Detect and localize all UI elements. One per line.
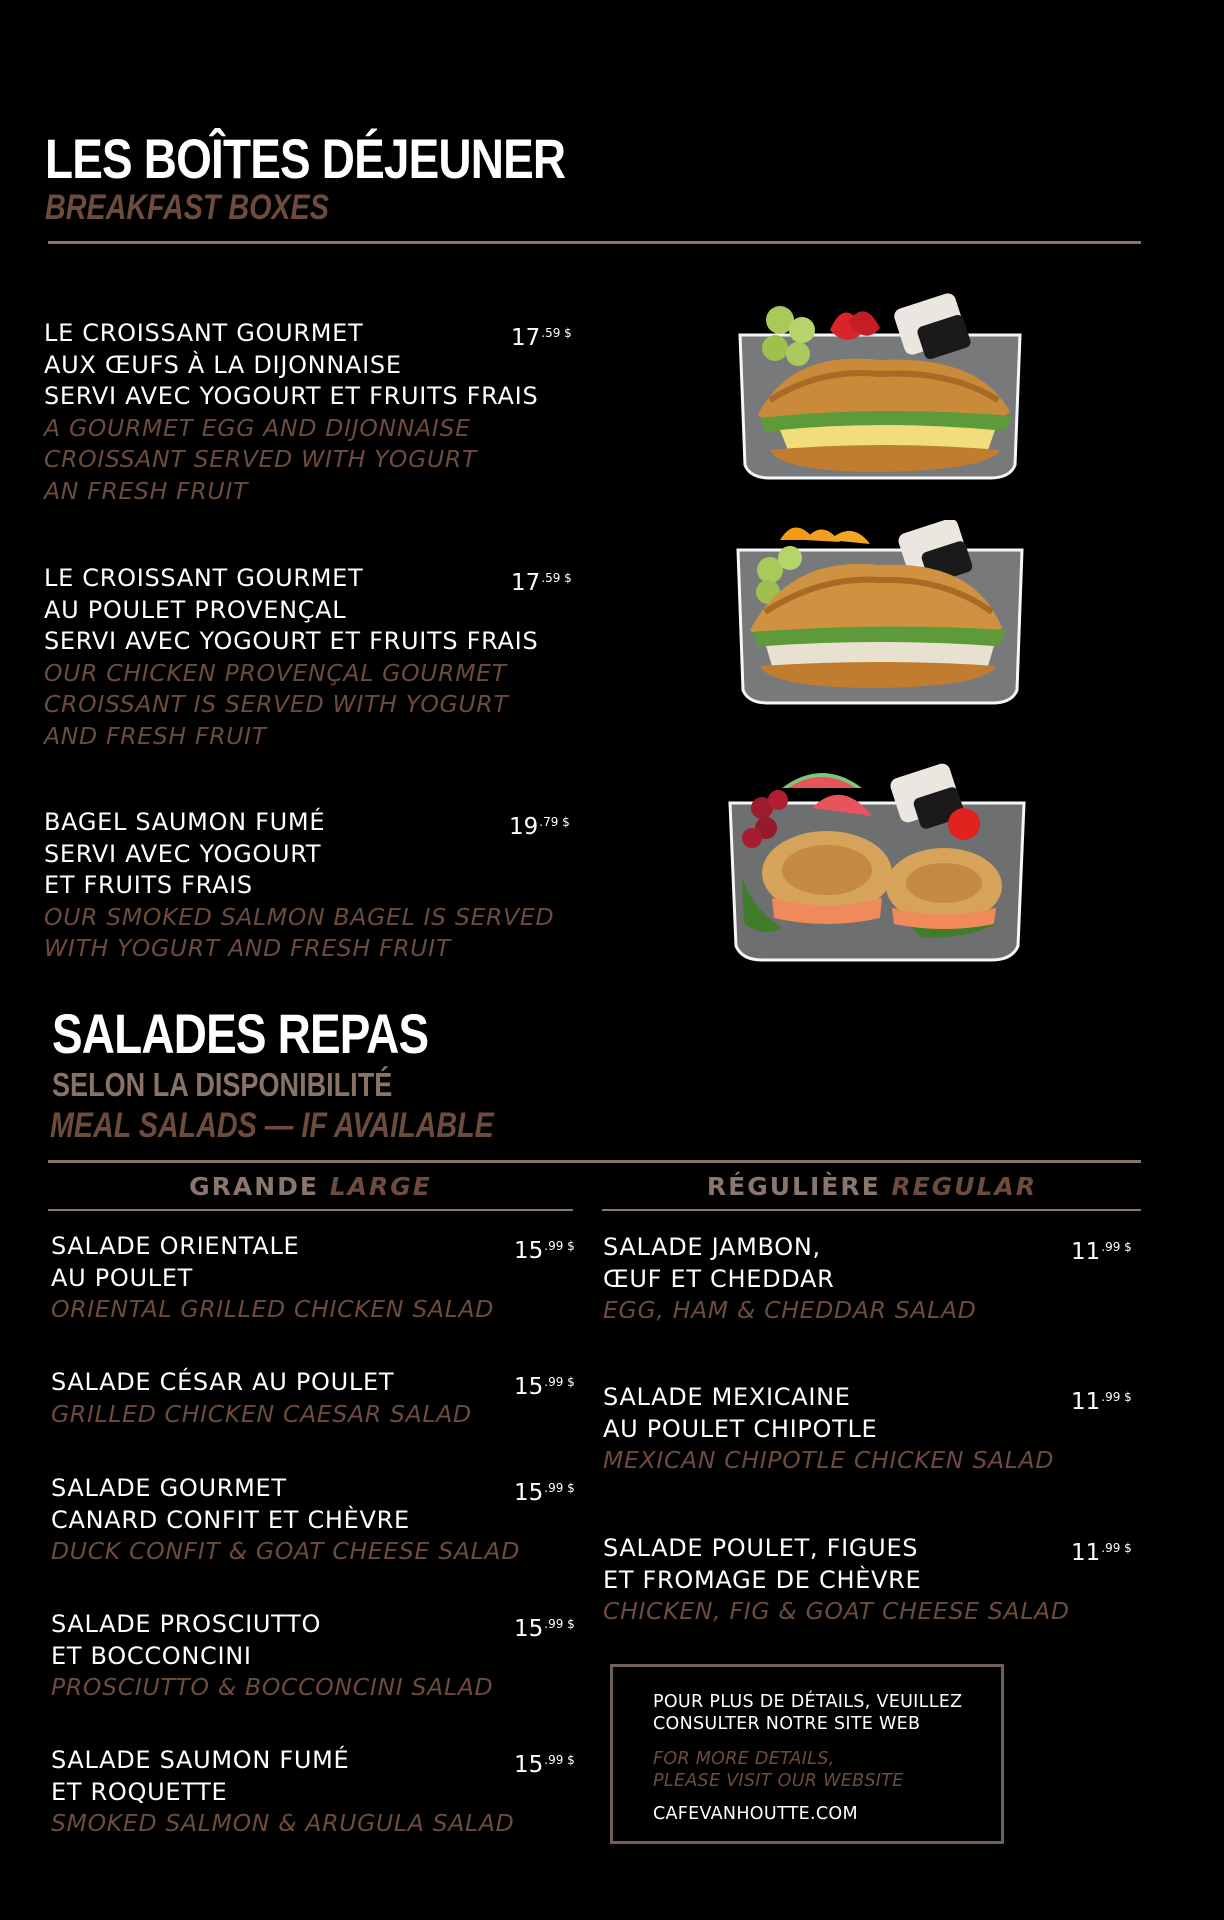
item-price: $15^{.99 \$}$ <box>514 1374 575 1400</box>
breakfast-item-3 <box>44 807 599 965</box>
column-divider-large <box>48 1209 573 1211</box>
item-price: $11^{.99 \$}$ <box>1071 1540 1132 1566</box>
item-name-fr-line: SALADE GOURMET <box>51 1474 287 1502</box>
salad-regular-1 <box>603 1232 1133 1327</box>
breakfast-subtitle: BREAKFAST BOXES <box>45 188 329 227</box>
item-desc-en-line: WITH YOGURT AND FRESH FRUIT <box>44 934 451 962</box>
item-desc-en-line: SMOKED SALMON & ARUGULA SALAD <box>51 1809 515 1837</box>
item-desc-en-line: DUCK CONFIT & GOAT CHEESE SALAD <box>51 1537 521 1565</box>
item-desc-en-line: GRILLED CHICKEN CAESAR SALAD <box>51 1399 472 1428</box>
item-name-fr-line: ET FROMAGE DE CHÈVRE <box>603 1565 922 1594</box>
item-name-fr-line: AU POULET CHIPOTLE <box>603 1414 878 1443</box>
info-box <box>610 1664 1004 1844</box>
item-desc-en-line: A GOURMET EGG AND DIJONNAISE <box>44 413 471 442</box>
item-price: $17^{.59 \$}$ <box>511 325 572 351</box>
item-desc-en-line: ORIENTAL GRILLED CHICKEN SALAD <box>51 1295 495 1323</box>
item-name-fr-line: ŒUF ET CHEDDAR <box>603 1264 835 1293</box>
breakfast-item-1 <box>44 318 599 507</box>
column-head-regular: RÉGULIÈRE REGULAR <box>706 1172 1038 1201</box>
item-name-fr-line: SERVI AVEC YOGOURT ET FRUITS FRAIS <box>44 382 539 410</box>
info-fr-line: POUR PLUS DE DÉTAILS, VEUILLEZ <box>653 1692 963 1712</box>
salad-large-3 <box>51 1473 606 1568</box>
item-desc-en-line: PROSCIUTTO & BOCCONCINI SALAD <box>51 1673 494 1701</box>
item-price: $19^{.79 \$}$ <box>509 814 570 840</box>
item-name-fr-line: SALADE PROSCIUTTO <box>51 1610 322 1638</box>
item-desc-en-line: CROISSANT SERVED WITH YOGURT <box>44 445 478 473</box>
salad-regular-2 <box>603 1382 1133 1477</box>
item-desc-en-line: AN FRESH FRUIT <box>44 476 249 505</box>
item-name-fr-line: AU POULET <box>51 1263 194 1292</box>
item-desc-en-line: AND FRESH FRUIT <box>44 721 267 750</box>
item-desc-en-line: OUR SMOKED SALMON BAGEL IS SERVED <box>44 902 555 931</box>
item-name-fr-line: AU POULET PROVENÇAL <box>44 595 347 624</box>
item-desc-en-line: CHICKEN, FIG & GOAT CHEESE SALAD <box>603 1597 1070 1625</box>
item-desc-en-line: EGG, HAM & CHEDDAR SALAD <box>603 1296 977 1324</box>
salads-title: SALADES REPAS <box>52 1002 429 1065</box>
info-en-line: FOR MORE DETAILS, <box>653 1749 835 1769</box>
item-price: $15^{.99 \$}$ <box>514 1616 575 1642</box>
item-price: $15^{.99 \$}$ <box>514 1238 575 1264</box>
info-en-line: PLEASE VISIT OUR WEBSITE <box>653 1771 904 1791</box>
breakfast-title: LES BOÎTES DÉJEUNER <box>45 127 566 190</box>
item-name-fr-line: ET ROQUETTE <box>51 1777 228 1806</box>
item-name-fr-line: LE CROISSANT GOURMET <box>44 564 364 592</box>
item-name-fr-line: SERVI AVEC YOGOURT <box>44 839 322 868</box>
column-divider-regular <box>602 1209 1141 1211</box>
salad-large-1 <box>51 1231 606 1326</box>
item-name-fr-line: ET FRUITS FRAIS <box>44 871 253 899</box>
item-desc-en-line: OUR CHICKEN PROVENÇAL GOURMET <box>44 658 507 687</box>
info-fr-line: CONSULTER NOTRE SITE WEB <box>653 1714 921 1734</box>
item-name-fr-line: SALADE MEXICAINE <box>603 1383 851 1411</box>
salads-divider <box>48 1160 1141 1163</box>
bagel-salmon-box-image <box>722 758 1032 968</box>
item-price: $11^{.99 \$}$ <box>1071 1239 1132 1265</box>
item-price: $17^{.59 \$}$ <box>511 570 572 596</box>
salad-regular-3 <box>603 1533 1133 1628</box>
item-price: $15^{.99 \$}$ <box>514 1752 575 1778</box>
salad-large-5 <box>51 1745 606 1840</box>
salads-subtitle: MEAL SALADS — IF AVAILABLE <box>50 1106 494 1145</box>
item-name-fr-line: SALADE POULET, FIGUES <box>603 1534 919 1562</box>
croissant-chicken-box-image <box>730 520 1030 710</box>
breakfast-item-2 <box>44 563 599 752</box>
item-name-fr-line: CANARD CONFIT ET CHÈVRE <box>51 1505 410 1534</box>
item-name-fr-line: SALADE ORIENTALE <box>51 1232 300 1260</box>
item-price: $15^{.99 \$}$ <box>514 1480 575 1506</box>
salad-large-2 <box>51 1367 606 1430</box>
item-name-fr-line: LE CROISSANT GOURMET <box>44 319 364 347</box>
breakfast-divider <box>48 241 1141 244</box>
item-desc-en-line: MEXICAN CHIPOTLE CHICKEN SALAD <box>603 1446 1055 1474</box>
item-name-fr-line: AUX ŒUFS À LA DIJONNAISE <box>44 350 402 379</box>
item-price: $11^{.99 \$}$ <box>1071 1389 1132 1415</box>
item-name-fr-line: SALADE JAMBON, <box>603 1233 821 1261</box>
item-desc-en-line: CROISSANT IS SERVED WITH YOGURT <box>44 690 509 718</box>
item-name-fr-line: ET BOCCONCINI <box>51 1641 252 1670</box>
salads-availability: SELON LA DISPONIBILITÉ <box>52 1066 393 1103</box>
salad-large-4 <box>51 1609 606 1704</box>
item-name-fr-line: SALADE SAUMON FUMÉ <box>51 1746 350 1774</box>
item-name-fr-line: SALADE CÉSAR AU POULET <box>51 1368 395 1396</box>
item-name-fr-line: BAGEL SAUMON FUMÉ <box>44 808 326 836</box>
column-head-large: GRANDE LARGE <box>189 1172 432 1201</box>
croissant-egg-box-image <box>730 290 1030 485</box>
website-link[interactable]: CAFEVANHOUTTE.COM <box>653 1804 858 1824</box>
item-name-fr-line: SERVI AVEC YOGOURT ET FRUITS FRAIS <box>44 627 539 655</box>
